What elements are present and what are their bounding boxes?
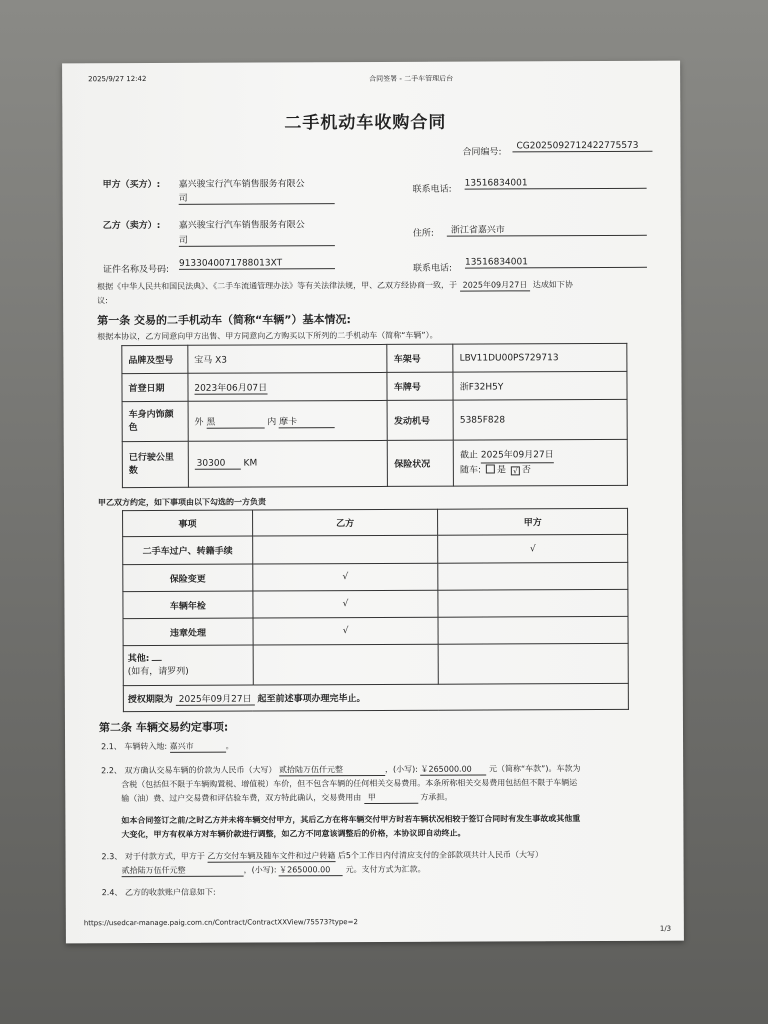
color-label-line2: 色 bbox=[128, 422, 138, 433]
clause-2-3-text-a: 对于付款方式，甲方于 bbox=[124, 851, 205, 862]
mileage-unit: KM bbox=[243, 458, 258, 469]
party-b-phone-label: 联系电话: bbox=[412, 263, 453, 274]
contract-no-label: 合同编号: bbox=[462, 147, 502, 158]
contract-title: 二手机动车收购合同 bbox=[284, 112, 447, 134]
party-b-id-label: 证件名称及号码: bbox=[102, 264, 170, 276]
footer-url: https://usedcar-manage.paig.com.cn/Contract/ContractXXView/75573?type=2 bbox=[83, 918, 358, 928]
yes-label: 是 bbox=[496, 465, 507, 476]
clause-2-2-text-c: 元（简称“车款”)。车款为 bbox=[489, 764, 581, 774]
clause-2-3-no: 2.3、 bbox=[101, 852, 123, 862]
duty-row-a: √ bbox=[438, 534, 628, 563]
contract-no: CG2025092712422775573 bbox=[512, 141, 652, 153]
party-a-name-line1: 嘉兴骏宝行汽车销售服务有限公 bbox=[178, 179, 305, 190]
party-b-name-line1: 嘉兴骏宝行汽车销售服务有限公 bbox=[178, 220, 305, 231]
vin-value: LBV11DU00PS729713 bbox=[453, 343, 627, 372]
clause-2-3-condition: 乙方交付车辆及随车文件和过户转籍 bbox=[207, 851, 336, 861]
first-reg-label: 首登日期 bbox=[122, 373, 188, 401]
preamble-text-b: 达成如下协 bbox=[532, 280, 573, 290]
duty-row-item: 车辆年检 bbox=[123, 591, 253, 619]
clause-2-2-fee-party: 甲 bbox=[364, 792, 418, 804]
clause-2-3-text-b: 后5个工作日内付清应支付的全部款项共计人民币（大写） bbox=[337, 850, 544, 861]
clause-2-2-fee-text: 输（油）费、过户交易费和评估验车费，双方特此确认，交易费用由 bbox=[121, 793, 362, 804]
clause-2-2-text-a: 双方确认交易车辆的价款为人民币（大写） bbox=[124, 765, 277, 776]
party-a-phone-label: 联系电话: bbox=[412, 184, 452, 195]
clause-2-4 bbox=[102, 887, 216, 898]
clause-2-3-amount: ￥265000.00 bbox=[279, 864, 343, 876]
duty-auth-row bbox=[123, 683, 628, 711]
duty-auth-suffix: 起至前述事项办理完毕止。 bbox=[257, 693, 366, 705]
brand-label: 品牌及型号 bbox=[122, 345, 188, 373]
duty-other-cell bbox=[123, 645, 253, 686]
party-b-id-value: 9133040071788013XT bbox=[179, 258, 335, 270]
duty-table bbox=[122, 508, 629, 712]
duty-row-b bbox=[252, 535, 438, 564]
exterior-color: 黑 bbox=[206, 414, 264, 428]
clause-2-2-line1 bbox=[101, 763, 580, 777]
duty-row-b: √ bbox=[253, 617, 439, 645]
duty-row-item: 二手车过户、转籍手续 bbox=[123, 536, 253, 565]
interior-color: 摩卡 bbox=[279, 414, 335, 428]
duty-row-b: √ bbox=[253, 563, 439, 591]
clause-2-3-line2 bbox=[122, 864, 426, 877]
interior-prefix: 内 bbox=[267, 416, 277, 427]
party-b-name-line2: 司 bbox=[179, 232, 335, 247]
with-car-label: 随车: bbox=[460, 465, 482, 476]
insurance-until-prefix: 截止 bbox=[459, 450, 479, 461]
insurance-cell bbox=[453, 439, 627, 486]
yes-checkbox bbox=[486, 464, 495, 473]
clause-2-1-value: 嘉兴市 bbox=[170, 741, 226, 753]
brand-value: 宝马 X3 bbox=[188, 344, 388, 373]
mileage-label bbox=[122, 441, 188, 487]
duty-other-blank bbox=[152, 659, 162, 660]
plate-value: 浙F32H5Y bbox=[453, 371, 627, 400]
clause-2-3-line1 bbox=[102, 849, 544, 863]
party-b-label: 乙方（卖方）: bbox=[102, 220, 161, 232]
party-b-phone: 13516834001 bbox=[465, 257, 647, 269]
no-label: 否 bbox=[521, 465, 531, 476]
color-value bbox=[188, 400, 388, 441]
clause-2-2-fee-end: 方承担。 bbox=[420, 792, 453, 802]
clause-2-3-upper-amount: 贰拾陆万伍仟元整 bbox=[122, 865, 244, 878]
print-site-title: 合同签署 - 二手车管理后台 bbox=[369, 74, 454, 84]
article2-title: 第二条 车辆交易约定事项: bbox=[98, 720, 229, 735]
contract-page bbox=[62, 61, 684, 944]
preamble-text-a: 根据《中华人民共和国民法典》、《二手车流通管理办法》等有关法律法规，甲、乙双方经协商一致，于 bbox=[97, 280, 458, 292]
duty-intro: 甲乙双方约定，如下事项由以下勾选的一方负责 bbox=[97, 497, 267, 508]
insurance-label: 保险状况 bbox=[388, 440, 454, 486]
article1-title: 第一条 交易的二手机动车（简称“车辆”）基本情况: bbox=[97, 313, 351, 328]
party-a-name-line2: 司 bbox=[179, 190, 335, 205]
party-a-phone: 13516834001 bbox=[465, 178, 647, 190]
clause-2-1-text: 车辆转入地: bbox=[124, 741, 168, 752]
mileage-label-line1: 已行驶公里 bbox=[128, 452, 174, 463]
duty-auth-label: 授权期限为 bbox=[127, 694, 173, 705]
duty-col-a: 甲方 bbox=[438, 508, 628, 535]
clause-2-4-text: 乙方的收款账户信息如下: bbox=[124, 887, 216, 898]
duty-row-item: 保险变更 bbox=[123, 564, 253, 592]
clause-2-2-upper-amount: 贰拾陆万伍仟元整 bbox=[279, 764, 385, 776]
preamble-date: 2025年09月27日 bbox=[460, 279, 531, 291]
clause-2-2-amount: ￥265000.00 bbox=[420, 764, 486, 776]
color-label-line1: 车身内饰颜 bbox=[128, 409, 174, 420]
party-b-address-label: 住所: bbox=[412, 228, 434, 239]
mileage-cell bbox=[188, 440, 388, 487]
duty-col-b: 乙方 bbox=[252, 509, 438, 536]
clause-2-2-bold-line2: 大变化，甲方有权单方对车辆价款进行调整，如乙方不同意该调整后的价格，本协议即自动终止。 bbox=[121, 828, 466, 840]
duty-auth-date: 2025年09月27日 bbox=[176, 691, 255, 705]
print-datetime: 2025/9/27 12:42 bbox=[88, 74, 147, 84]
plate-label: 车牌号 bbox=[387, 372, 453, 400]
footer-page-number: 1/3 bbox=[659, 924, 672, 933]
preamble-line1 bbox=[97, 279, 573, 293]
duty-other-a bbox=[438, 643, 628, 684]
party-b-address: 浙江省嘉兴市 bbox=[447, 222, 647, 237]
clause-2-1-end: 。 bbox=[225, 741, 234, 751]
vin-label: 车架号 bbox=[387, 344, 453, 372]
duty-row-b: √ bbox=[253, 590, 439, 618]
clause-2-2-no: 2.2、 bbox=[101, 766, 122, 776]
clause-2-2-line2: 含税（包括但不限于车辆购置税、增值税）车价，但不包含车辆的任何相关交易费用。本条所称相关交易费用包括但不限于车辆运 bbox=[121, 778, 578, 790]
vehicle-info-table bbox=[121, 343, 628, 488]
first-reg-value: 2023年06月07日 bbox=[194, 380, 267, 394]
party-a-label: 甲方（买方）: bbox=[102, 179, 161, 191]
article1-intro: 根据本协议，乙方同意向甲方出售、甲方同意向乙方购买以下所列的二手机动车（简称“车辆”）。 bbox=[97, 330, 438, 342]
clause-2-2-bold-line1: 如本合同签订之前/之时乙方并未将车辆交付甲方，其后乙方在将车辆交付甲方时若车辆状况相较于签订合同时有发生事故或其他重 bbox=[121, 814, 581, 826]
exterior-prefix: 外 bbox=[194, 417, 204, 428]
duty-col-item: 事项 bbox=[123, 510, 253, 537]
clause-2-1 bbox=[101, 741, 234, 754]
duty-other-label: 其他: bbox=[127, 653, 150, 664]
no-checkbox: √ bbox=[511, 466, 520, 475]
insurance-until: 2025年09月27日 bbox=[481, 448, 554, 463]
engine-value: 5385F828 bbox=[453, 399, 627, 440]
color-label bbox=[122, 401, 188, 441]
duty-row-a bbox=[438, 562, 628, 590]
engine-label: 发动机号 bbox=[387, 400, 453, 440]
duty-row-a bbox=[438, 616, 628, 644]
duty-row-item: 违章处理 bbox=[123, 618, 253, 646]
clause-2-3-text-d: 元。支付方式为汇款。 bbox=[345, 864, 426, 875]
preamble-line2: 议: bbox=[97, 296, 108, 306]
duty-other-b bbox=[253, 644, 439, 685]
duty-row-a bbox=[438, 589, 628, 617]
mileage-label-line2: 数 bbox=[128, 465, 138, 476]
clause-2-3-text-c: ，(小写): bbox=[243, 865, 277, 875]
clause-2-1-no: 2.1、 bbox=[101, 742, 122, 752]
duty-other-note: (如有，请罗列) bbox=[127, 666, 189, 677]
clause-2-2-text-b: ，(小写): bbox=[384, 764, 418, 774]
clause-2-4-no: 2.4、 bbox=[101, 888, 123, 898]
clause-2-2-line3 bbox=[121, 792, 452, 805]
mileage-value: 30300 bbox=[195, 459, 241, 470]
